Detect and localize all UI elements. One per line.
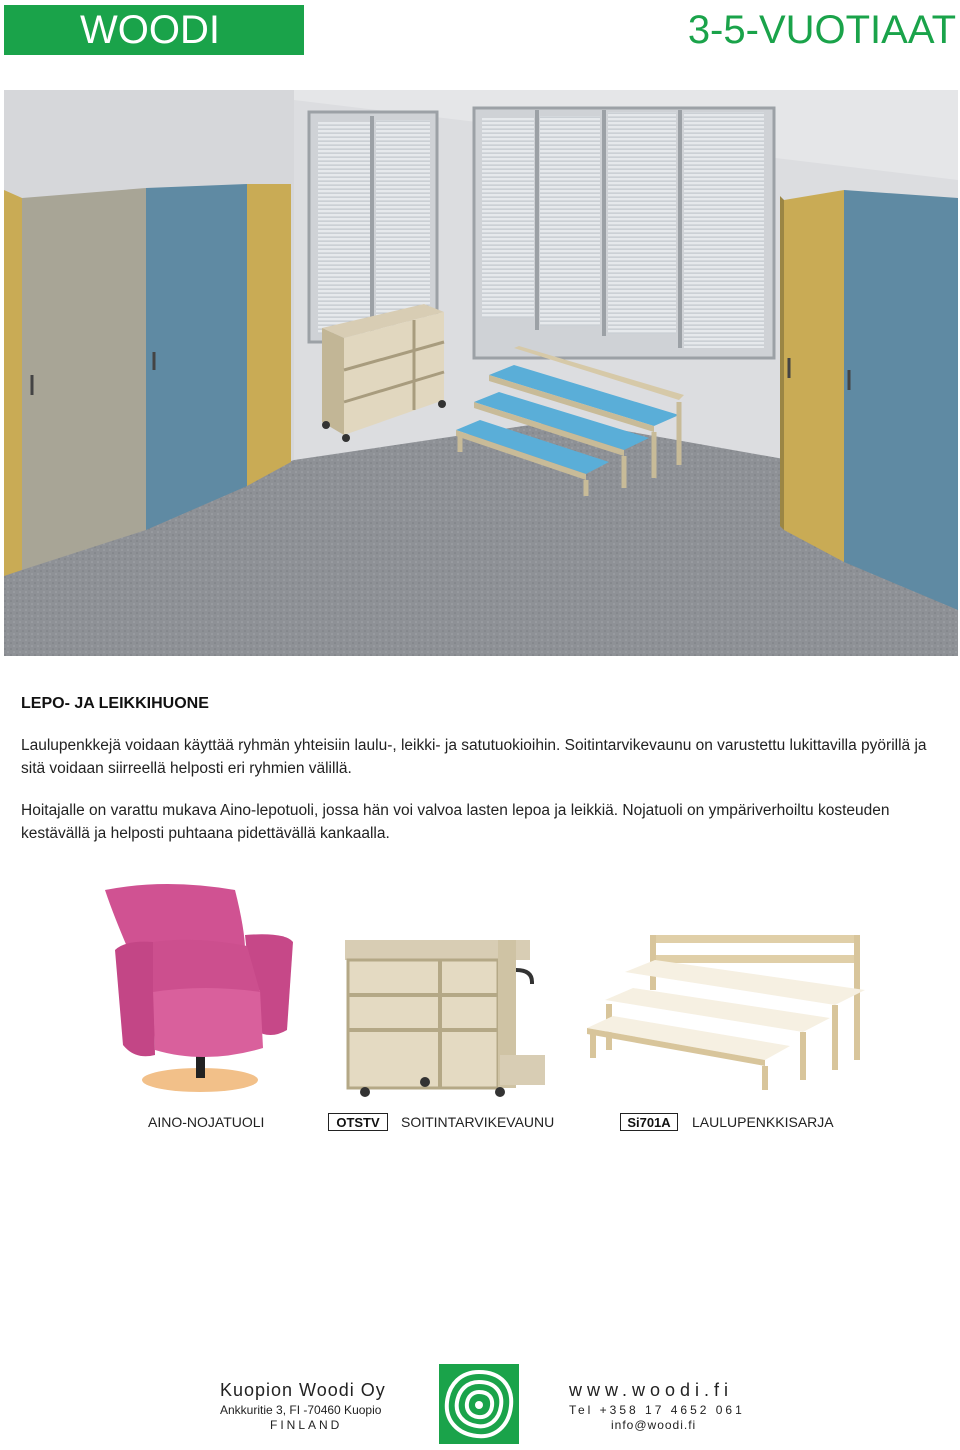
- company-name: Kuopion Woodi Oy: [220, 1380, 386, 1400]
- section-title: LEPO- JA LEIKKIHUONE: [21, 695, 209, 712]
- company-address: Ankkuritie 3, FI -70460 Kuopio: [220, 1403, 382, 1417]
- product-code: Si701A: [620, 1113, 678, 1131]
- product-code: OTSTV: [328, 1113, 388, 1131]
- product-name: AINO-NOJATUOLI: [148, 1114, 265, 1130]
- product-name: SOITINTARVIKEVAUNU: [401, 1114, 555, 1130]
- company-country: FINLAND: [270, 1418, 343, 1432]
- brand-name: WOODI: [80, 8, 220, 52]
- description-paragraph: Hoitajalle on varattu mukava Aino-lepotuoli, jossa hän voi valvoa lasten lepoa ja leikkiä. Nojatuoli on ympäriverhoiltu kosteuden kestävällä ja helposti puhtaana pidettävällä kankaalla.: [21, 802, 890, 842]
- room-scene-image: [4, 90, 958, 656]
- armchair-icon: [95, 880, 300, 1095]
- website-link[interactable]: www.woodi.fi: [569, 1380, 734, 1400]
- age-group-title: 3-5-VUOTIAAT: [687, 8, 956, 52]
- email-link[interactable]: info@woodi.fi: [611, 1418, 697, 1432]
- phone-number: Tel +358 17 4652 061: [569, 1403, 745, 1417]
- bench-set-icon: [585, 930, 867, 1095]
- woodi-tree-rings-logo: [439, 1364, 519, 1444]
- product-name: LAULUPENKKISARJA: [692, 1114, 834, 1130]
- description-paragraph: Laulupenkkejä voidaan käyttää ryhmän yhteisiin laulu-, leikki- ja satutuokioihin. Soitintarvikevaunu on varustettu lukittavilla pyörillä ja sitä voidaan siirreellä helposti eri ryhmien välillä.: [21, 737, 927, 777]
- storage-cart-icon: [340, 930, 550, 1100]
